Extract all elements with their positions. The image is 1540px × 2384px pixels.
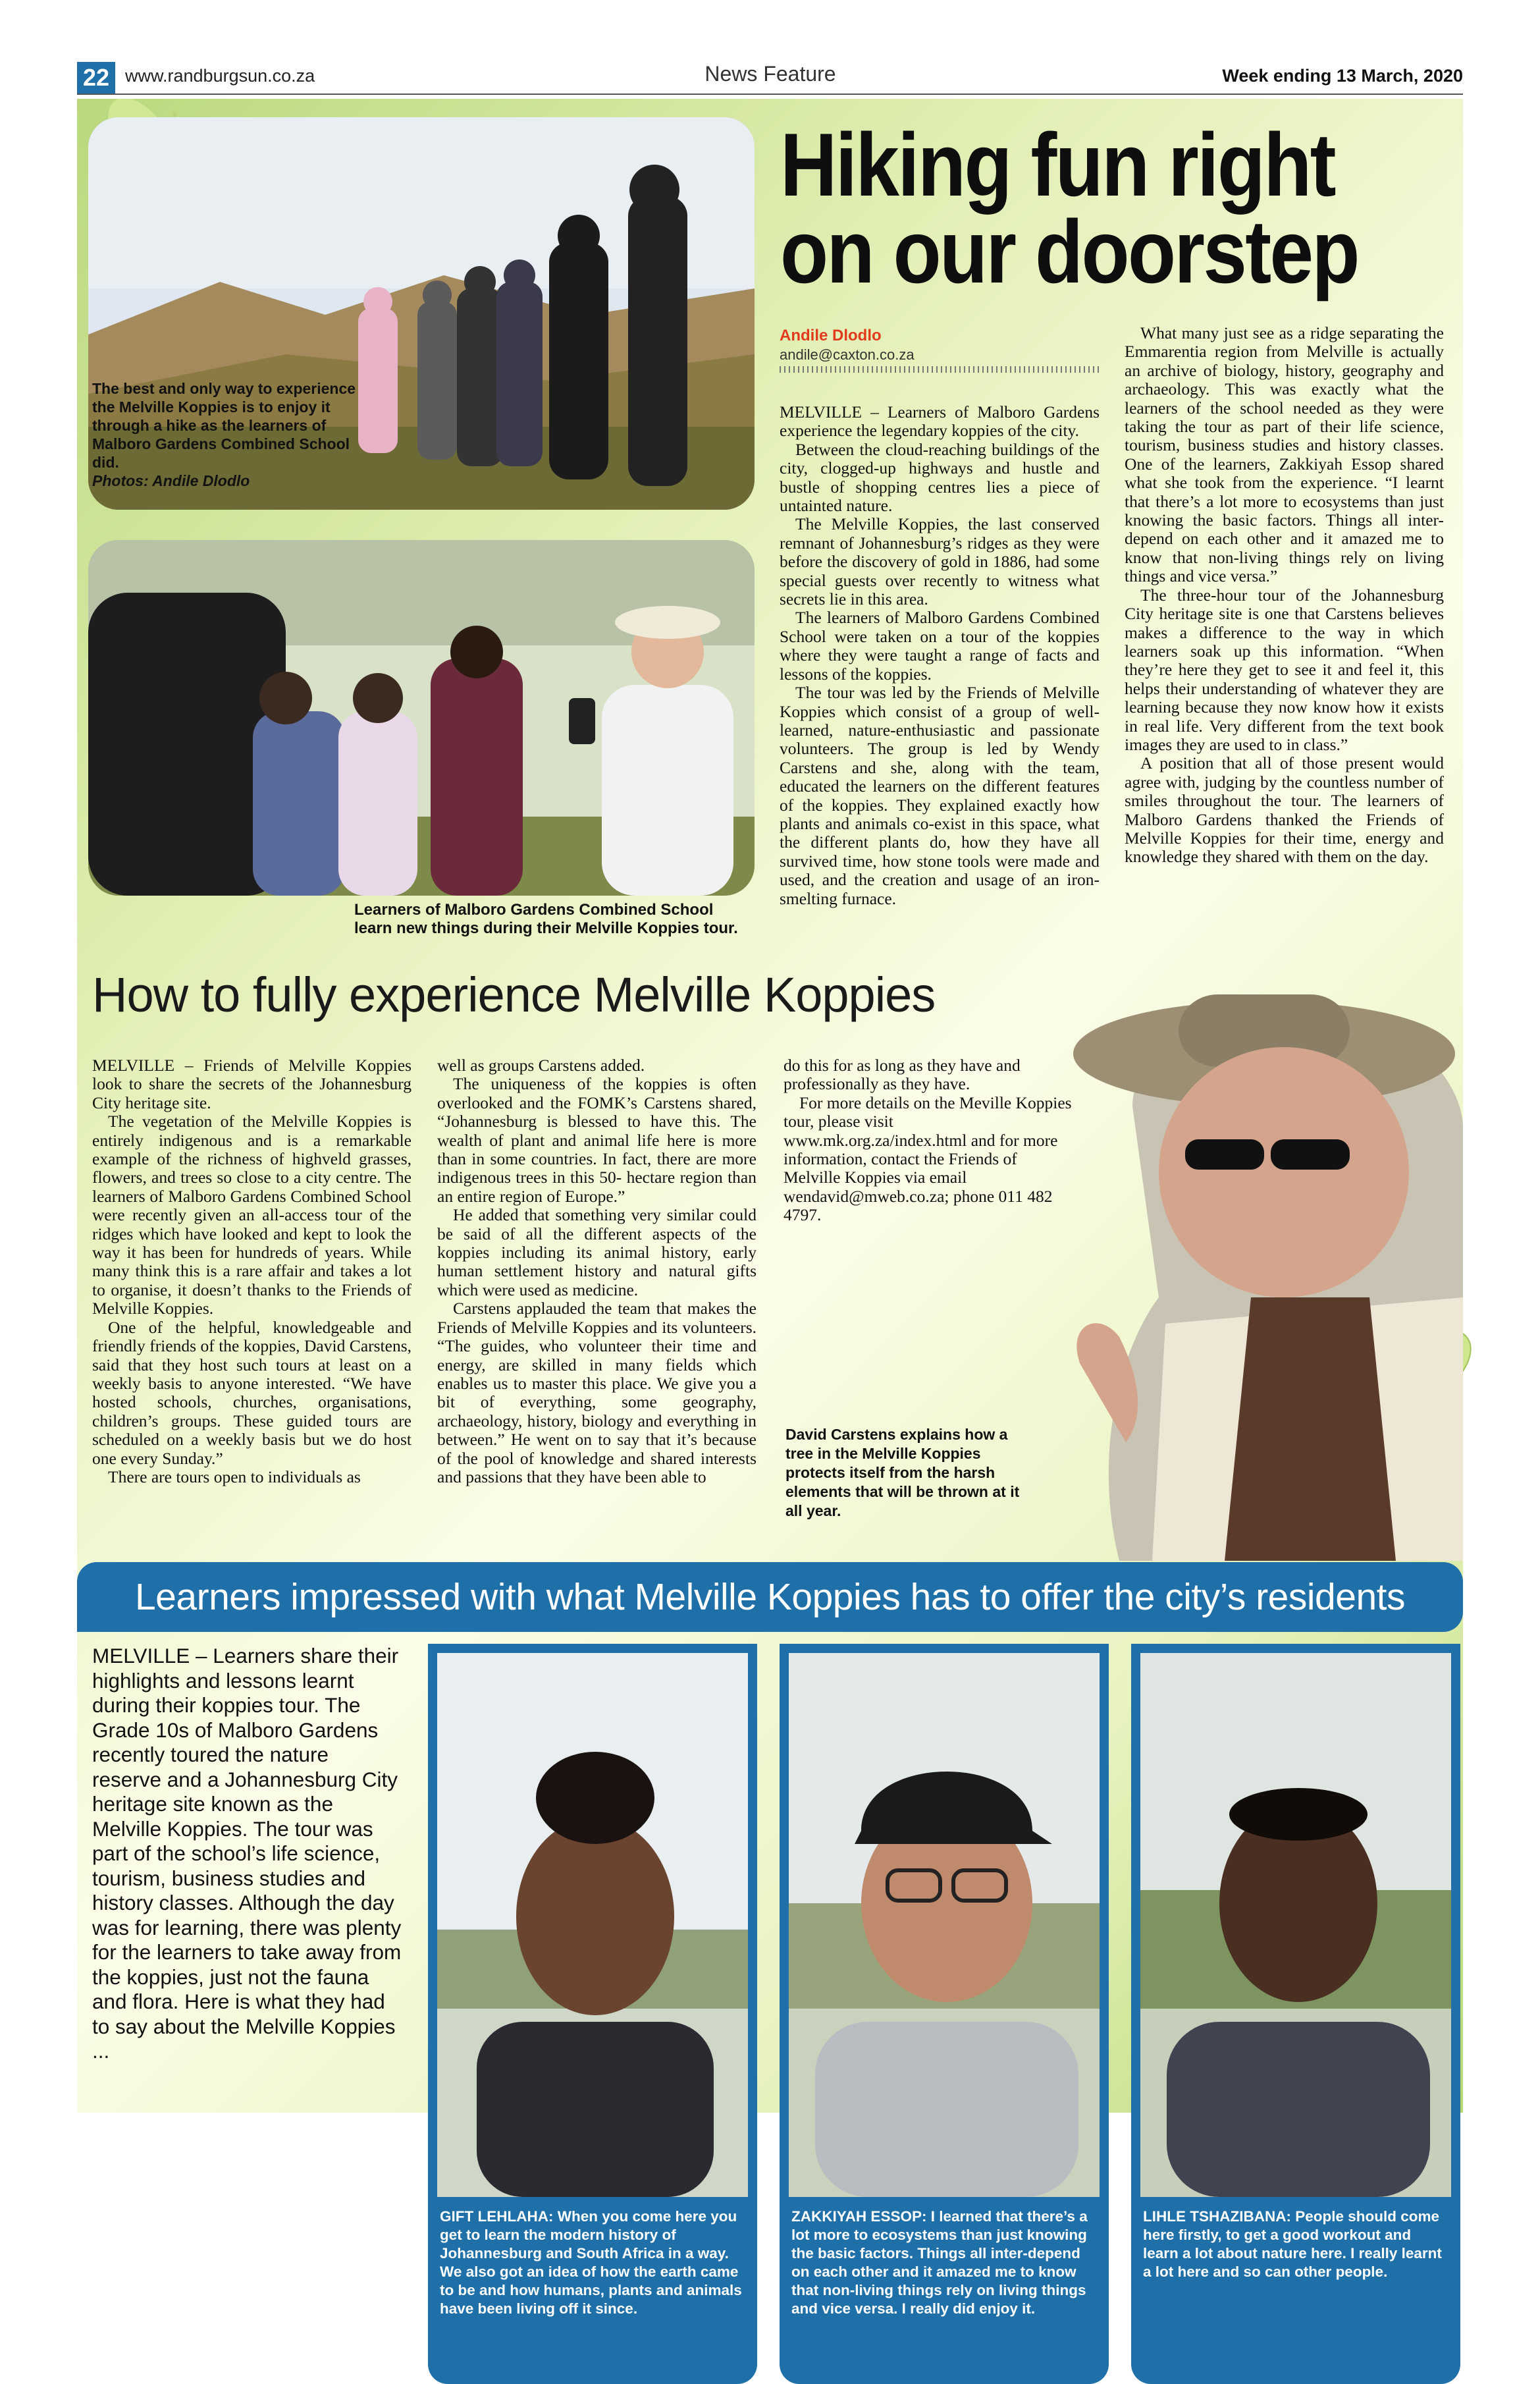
article2-headline: How to fully experience Melville Koppies xyxy=(92,967,936,1022)
paragraph: Between the cloud-reaching buildings of the city, clogged-up highways and hustle and bustle of shopping centres lies a piece of untainted nature. xyxy=(780,439,1100,516)
learner-card-zakkiyah xyxy=(780,1644,1109,2384)
website-url: www.randburgsun.co.za xyxy=(125,66,315,86)
paragraph: The three-hour tour of the Johannesburg City heritage site is one that Carstens believes makes a difference to the way in which learners soak up this information. “When they’re here they get to see it and feel it, this helps their understanding of whatever they are learning because they now know how it exists in real life. Very different from the text book images they are used to in class.” xyxy=(1125,585,1444,754)
page-number: 22 xyxy=(77,62,115,94)
article3-intro: MELVILLE – Learners share their highlights and lessons learnt during their koppies tour. The Grade 10s of Malboro Gardens recently toured the nature reserve and a Johannesburg City heritage site known as the Melville Koppies. The tour was part of the school’s life science, tourism, business studies and history classes. Although the day was for learning, there was plenty for the learners to take away from the koppies, just not the fauna and flora. Here is what they had to say about the Melville Koppies ... xyxy=(92,1644,402,2063)
lihle-quote: LIHLE TSHAZIBANA: People should come here firstly, to get a good workout and learn a lot about nature here. I really learnt a lot here and so can other people. xyxy=(1143,2208,1442,2280)
article2-column-2 xyxy=(437,1056,757,1486)
zakkiyah-essop-photo xyxy=(789,1653,1100,2197)
lihle-tshazibana-photo xyxy=(1140,1653,1451,2197)
article2-column-3 xyxy=(783,1056,1073,1225)
photo1-credit: Photos: Andile Dlodlo xyxy=(92,472,250,489)
paragraph: He added that something very similar could be said of all the different aspects of the koppies including its animal history, early human settlement history and natural gifts which were used as medicine. xyxy=(437,1205,757,1299)
headline-line-2: on our doorstep xyxy=(780,202,1358,302)
paragraph: The uniqueness of the koppies is often overlooked and the FOMK’s Carstens shared, “Johannesburg is blessed to have this. The wealth of plant and animal life here is more than in some countries. In fact, there are more indigenous trees in this 50- hectare region than an entire region of Europe.” xyxy=(437,1074,757,1206)
paragraph: Carstens applauded the team that makes the Friends of Melville Koppies and its volunteers. “The guides, who volunteer their time and energy, are skilled in many fields which enables us to master this place. We give you a bit of everything, some geography, archaeology, history, biology and everything in between.” He went on to say that it’s because of the pool of knowledge and shared interests and passions that they have been able to xyxy=(437,1299,757,1486)
section-label: News Feature xyxy=(704,62,836,86)
learner-card-gift xyxy=(428,1644,757,2384)
article3-banner xyxy=(77,1562,1463,1632)
paragraph: For more details on the Meville Koppies tour, please visit www.mk.org.za/index.html and for more information, contact the Friends of Melville Koppies via email wendavid@mweb.co.za; phone 011 482 4797. xyxy=(783,1093,1072,1225)
banner-title: Learners impressed with what Melville Koppies has to offer the city’s residents xyxy=(134,1576,1405,1618)
byline-dots xyxy=(780,366,1100,373)
article1-column-2 xyxy=(1125,324,1444,867)
author-email: andile@caxton.co.za xyxy=(780,346,915,363)
paragraph: The vegetation of the Melville Koppies is entirely indigenous and is a remarkable example of the richness of highveld grasses, flowers, and trees so close to a city centre. The learners of Malboro Gardens Combined School were recently given an all-access tour of the ridges which have looked and kept to look the way it has been for hundreds of years. While many think this is a rare affair and takes a lot to organise, it doesn’t thanks to the Friends of Melville Koppies. xyxy=(92,1112,412,1318)
article2-column-1 xyxy=(92,1056,412,1486)
article1-headline xyxy=(780,115,1447,302)
david-carstens-photo xyxy=(1053,955,1463,1561)
paragraph: One of the helpful, knowledgeable and friendly friends of the koppies, David Carstens, said that they host such tours at least on a weekly basis to anyone interested. “We have hosted schools, churches, organisations, children’s groups. These guided tours are scheduled on a weekly basis but we do host one every Sunday.” xyxy=(92,1317,412,1468)
learner-card-lihle xyxy=(1131,1644,1460,2384)
paragraph: The tour was led by the Friends of Melville Koppies which consist of a group of well-learned, nature-enthusiastic and passionate volunteers. The group is led by Wendy Carstens and she, along with the team, educated the learners on the different features of the koppies. They explained exactly how plants and animals co-exist in this space, what the different plants do, how they have all survived time, how stone tools were made and used, and the creation and usage of an iron-smelting furnace. xyxy=(780,683,1100,908)
issue-date: Week ending 13 March, 2020 xyxy=(1222,66,1463,86)
gift-quote: GIFT LEHLAHA: When you come here you get to learn the modern history of Johannesburg and South Africa in a way. We also got an idea of how the earth came to be and how humans, plants and animals have been living off it since. xyxy=(440,2208,742,2317)
paragraph: The learners of Malboro Gardens Combined School were taken on a tour of the koppies where they were taught a range of facts and lessons of the koppies. xyxy=(780,608,1100,684)
carstens-caption: David Carstens explains how a tree in the Melville Koppies protects itself from the harsh elements that will be thrown at it all year. xyxy=(785,1426,1020,1519)
paragraph: well as groups Carstens added. xyxy=(437,1056,645,1075)
paragraph: The Melville Koppies, the last conserved remnant of Johannesburg’s ridges as they were before the discovery of gold in 1886, had some special guests over recently to witness what secrets lie in this area. xyxy=(780,514,1100,609)
headline-line-1: Hiking fun right xyxy=(780,115,1335,215)
paragraph: There are tours open to individuals as xyxy=(108,1467,361,1486)
paragraph: A position that all of those present would agree with, judging by the countless number of smiles throughout the tour. The learners of Malboro Gardens thanked the Friends of Melville Koppies for their time, energy and knowledge they shared with them on the day. xyxy=(1125,753,1444,867)
header-rule xyxy=(77,94,1463,95)
paragraph: MELVILLE – Learners of Malboro Gardens experience the legendary koppies of the city. xyxy=(780,402,1100,441)
photo1-caption xyxy=(92,379,369,490)
photo1-caption-text: The best and only way to experience the Melville Koppies is to enjoy it through a hike as the learners of Malboro Gardens Combined School did. xyxy=(92,380,356,471)
paragraph: do this for as long as they have and professionally as they have. xyxy=(783,1056,1021,1094)
article1-column-1 xyxy=(780,403,1100,908)
paragraph: MELVILLE – Friends of Melville Koppies look to share the secrets of the Johannesburg City heritage site. xyxy=(92,1056,412,1112)
photo2-caption: Learners of Malboro Gardens Combined School learn new things during their Melville Koppies tour. xyxy=(354,901,738,937)
author-byline: Andile Dlodlo xyxy=(780,327,882,344)
zakkiyah-quote: ZAKKIYAH ESSOP: I learned that there’s a lot more to ecosystems than just knowing the basic factors. Things all inter-depend on each other and it amazed me to know that non-living things rely on living things and vice versa. I really did enjoy it. xyxy=(791,2208,1088,2317)
learners-tour-photo xyxy=(88,540,755,896)
gift-lehlaha-photo xyxy=(437,1653,748,2197)
paragraph: What many just see as a ridge separating the Emmarentia region from Melville is actually an archive of biology, history, geography and archaeology. This was exactly what the learners of the school needed as they were taking the tour as part of their life science, tourism, business studies and history classes. One of the learners, Zakkiyah Essop shared what she took from the experience. “I learnt that there’s a lot more to ecosystems than just knowing the basic factors. Things all inter-depend on each other and it amazed me to know that non-living things rely on living things and vice versa.” xyxy=(1125,323,1444,586)
